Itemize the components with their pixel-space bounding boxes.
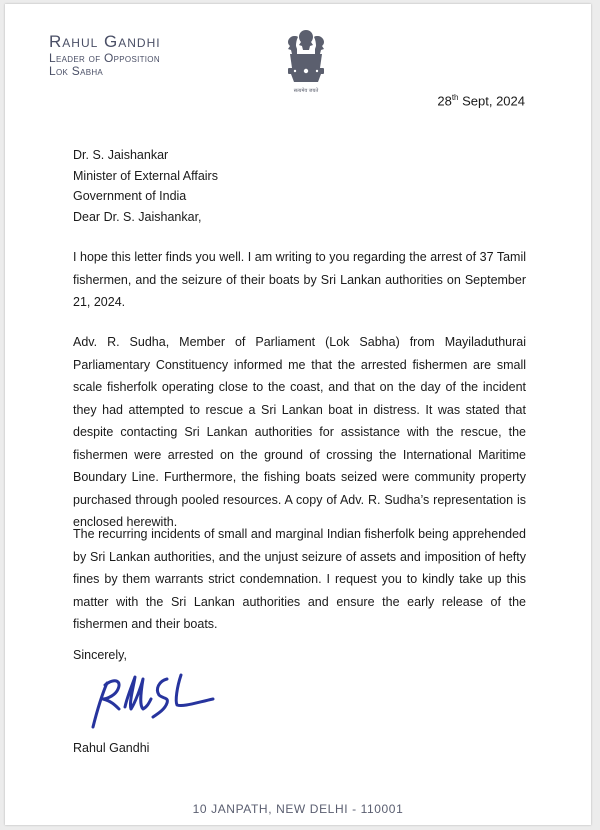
salutation: Dear Dr. S. Jaishankar, [73,210,202,224]
body-paragraph-1: I hope this letter finds you well. I am writing to you regarding the arrest of 37 Tamil fishermen, and the seizure of their boats by Sri Lankan authorities on September 21, 2024. [73,250,526,309]
date-rest: Sept, 2024 [458,93,525,109]
date-day: 28 [437,93,452,109]
letter-page [5,4,591,825]
body-paragraph-3: The recurring incidents of small and marginal Indian fisherfolk being apprehended by Sri Lankan authorities, and the unjust seizure of assets and imposition of hefty fines by them warrants strict condemnation. I request you to kindly take up this matter with the Sri Lankan authorities and ensure the early release of the fishermen and their boats. [73,527,526,631]
national-emblem-icon [281,28,331,96]
sender-title: Leader of Opposition [49,51,160,65]
sender-name: Rahul Gandhi [49,32,161,51]
signatory-name: Rahul Gandhi [73,741,150,755]
letter-date [437,93,525,108]
recipient-designation: Minister of External Affairs [73,168,218,183]
recipient-address [73,145,218,207]
recipient-name: Dr. S. Jaishankar [73,148,169,162]
sender-house: Lok Sabha [49,64,104,78]
closing: Sincerely, [73,648,127,662]
recipient-organisation: Government of India [73,189,187,203]
date-suffix: th [451,93,459,102]
footer-address: 10 JANPATH, NEW DELHI - 110001 [192,802,404,816]
body-paragraph-2: Adv. R. Sudha, Member of Parliament (Lok Sabha) from Mayiladuthurai Parliamentary Constituency informed me that the arrested fishermen are small scale fisherfolk operating close to the coast, and that on the day of the incident they had attempted to rescue a Sri Lankan boat in distress. It was stated that despite contacting Sri Lankan authorities for assistance with the rescue, the fishermen were arrested on the ground of crossing the International Maritime Boundary Line. Furthermore, the fishing boats seized were community property purchased through pooled resources. A copy of Adv. R. Sudha’s representation is enclosed herewith. [73,335,526,529]
letterhead-sender [49,32,161,78]
emblem-motto: सत्यमेव जयते [293,88,319,94]
handwritten-signature [85,669,235,734]
